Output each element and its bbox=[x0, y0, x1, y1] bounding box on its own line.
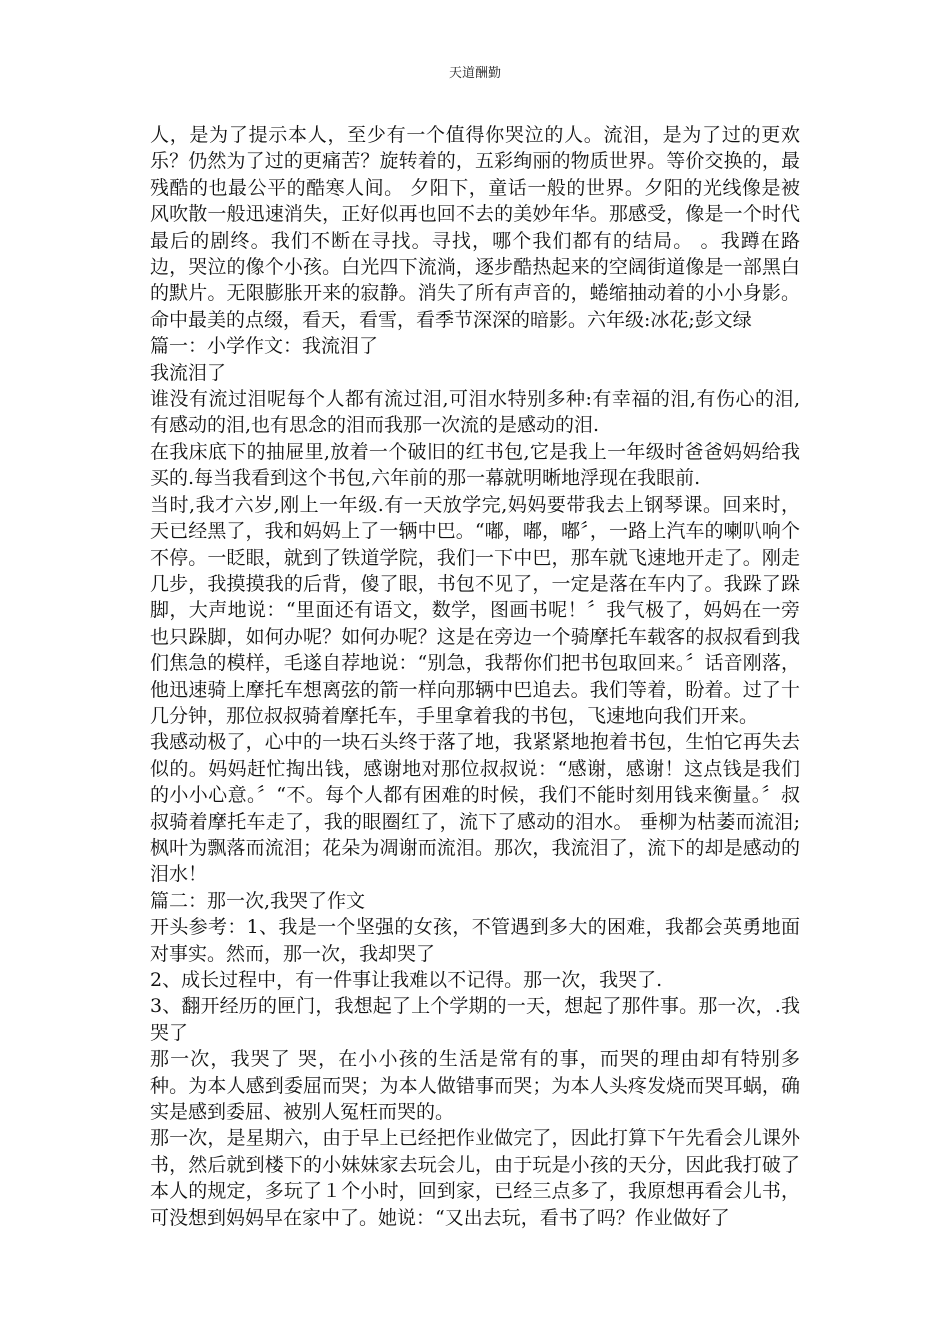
paragraph: 那一次，我哭了 哭，在小小孩的生活是常有的事，而哭的理由却有特别多种。为本人感到委屈而哭；为本人做错事而哭；为本人头疼发烧而哭耳蜗，确实是感到委屈、被别人冤枉而哭的。 bbox=[150, 1048, 800, 1124]
section-title: 篇二：那一次,我哭了作文 bbox=[150, 889, 366, 912]
paragraph: 那一次，是星期六，由于早上已经把作业做完了，因此打算下午先看会儿课外书，然后就到楼下的小妹妹家去玩会儿，由于玩是小孩的天分，因此我打破了本人的规定，多玩了１个小时，回到家，已经三点多了，我原想再看会儿书，可没想到妈妈早在家中了。她说：“又出去玩，看书了吗？作业做好了 bbox=[150, 1127, 800, 1229]
paragraph: 在我床底下的抽屉里,放着一个破旧的红书包,它是我上一年级时爸爸妈妈给我买的.每当我看到这个书包,六年前的那一幕就明晰地浮现在我眼前. bbox=[150, 440, 800, 490]
page-header: 天道酬勤 bbox=[448, 66, 501, 81]
paragraph: 当时,我才六岁,刚上一年级.有一天放学完,妈妈要带我去上钢琴课。回来时，天已经黑了，我和妈妈上了一辆中巴。“嘟，嘟，嘟〞，一路上汽车的喇叭响个不停。一眨眼，就到了铁道学院，我们一下中巴，那车就飞速地开走了。刚走几步，我摸摸我的后背，傻了眼，书包不见了，一定是落在车内了。我跺了跺脚，大声地说：“里面还有语文，数学，图画书呢！〞我气极了，妈妈在一旁也只跺脚，如何办呢？如何办呢？这是在旁边一个骑摩托车载客的叔叔看到我们焦急的模样，毛遂自荐地说：“别急，我帮你们把书包取回来。〞话音刚落，他迅速骑上摩托车想离弦的箭一样向那辆中巴追去。我们等着，盼着。过了十几分钟，那位叔叔骑着摩托车，手里拿着我的书包，飞速地向我们开来。 bbox=[150, 493, 800, 727]
paragraph: 2、成长过程中，有一件事让我难以不记得。那一次，我哭了. bbox=[150, 969, 663, 991]
essay-title: 我流泪了 bbox=[150, 361, 227, 384]
paragraph: 3、翻开经历的匣门，我想起了上个学期的一天，想起了那件事。那一次，.我哭了 bbox=[150, 995, 800, 1044]
section-title: 篇一：小学作文：我流泪了 bbox=[150, 335, 379, 358]
paragraph: 人，是为了提示本人，至少有一个值得你哭泣的人。流泪，是为了过的更欢乐？仍然为了过的更痛苦？旋转着的，五彩绚丽的物质世界。等价交换的，最残酷的也最公平的酷寒人间。 夕阳下，童话一般的世界。夕阳的光线像是被风吹散一般迅速消失，正好似再也回不去的美妙年华。那感受，像是一个时代最后的剧终。我们不断在寻找。寻找，哪个我们都有的结局。 。我蹲在路边，哭泣的像个小孩。白光四下流淌，逐步酷热起来的空阔街道像是一部黑白的默片。无限膨胀开来的寂静。消失了所有声音的，蜷缩抽动着的小小身影。 命中最美的点缀，看天，看雪，看季节深深的暗影。六年级:冰花;彭文绿 bbox=[150, 124, 800, 331]
paragraph: 谁没有流过泪呢每个人都有流过泪,可泪水特别多种:有幸福的泪,有伤心的泪,有感动的泪,也有思念的泪而我那一次流的是感动的泪. bbox=[150, 388, 800, 437]
paragraph: 开头参考：1、我是一个坚强的女孩，不管遇到多大的困难，我都会英勇地面对事实。然而，那一次，我却哭了 bbox=[150, 916, 800, 965]
paragraph: 我感动极了，心中的一块石头终于落了地，我紧紧地抱着书包，生怕它再失去似的。妈妈赶忙掏出钱，感谢地对那位叔叔说：“感谢，感谢！这点钱是我们的小小心意。〞“不。每个人都有困难的时候，我们不能时刻用钱来衡量。〞叔叔骑着摩托车走了，我的眼圈红了，流下了感动的泪水。 垂柳为枯萎而流泪;枫叶为飘落而流泪；花朵为凋谢而流泪。那次，我流泪了，流下的却是感动的泪水！ bbox=[150, 731, 800, 886]
document-body bbox=[150, 122, 800, 1231]
